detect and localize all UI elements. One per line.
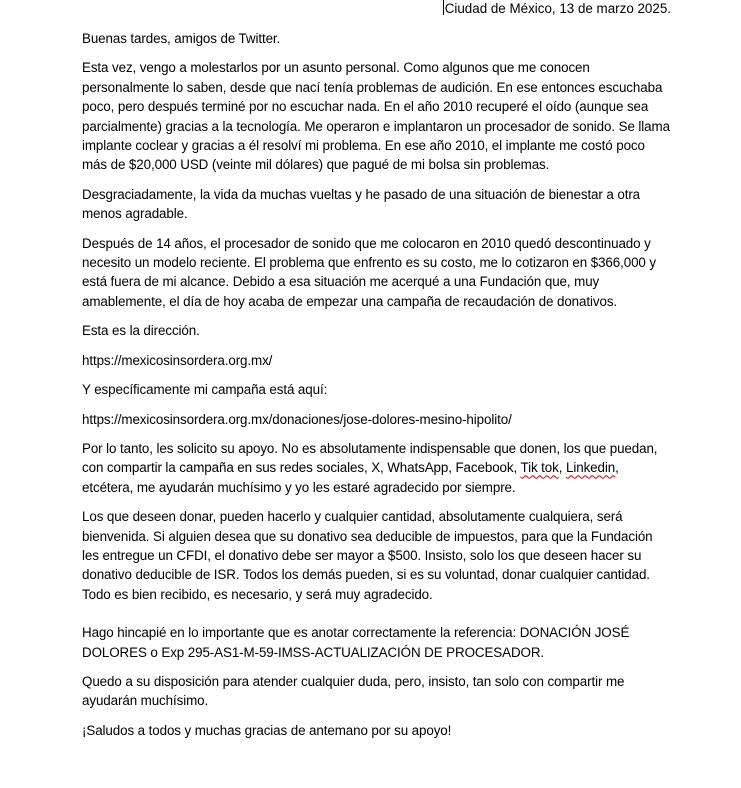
support-text-start: Por lo tanto, les solicito su apoyo. No es absolutamente indispensable que donen, los que puedan, con compartir la campaña en sus redes sociales, X, WhatsApp, Facebook, [82,440,658,476]
support-text-end: , etcétera, me ayudarán muchísimo y yo les estaré agradecido por siempre. [82,460,619,495]
paragraph-hearing-history: Esta vez, vengo a molestarlos por un asunto personal. Como algunos que me conocen personalmente lo saben, desde que nací tenía problemas de audición. En ese entonces escuchaba poco, pero después terminé por no escuchar nada. En el año 2010 recuperé el oído (aunque sea parcialmente) gracias a la tecnología. Me operaron e implantaron un procesador de sonido. Se llama implante coclear y gracias a él resolví mi problema. En ese año 2010, el implante me costó poco más de $20,000 USD (veinte mil dólares) que pagué de mi bolsa sin problemas. [82,60,670,173]
paragraph-support-request [82,439,672,497]
document-body[interactable] [82,29,672,750]
date-text: Ciudad de México, 13 de marzo 2025. [444,1,671,16]
spellcheck-word-linkedin[interactable]: Linkedin [566,460,616,476]
address-intro: Esta es la dirección. [82,323,200,339]
date-line [443,0,671,17]
farewell: ¡Saludos a todos y muchas gracias de antemano por su apoyo! [82,722,452,738]
greeting: Buenas tardes, amigos de Twitter. [82,31,281,46]
campaign-url: https://mexicosinsordera.org.mx/donaciones/jose-dolores-mesino-hipolito/ [82,411,512,427]
paragraph-reference: Hago hincapié en lo importante que es anotar correctamente la referencia: DONACIÓN JOSÉ DOLORES o Exp 295-AS1-M-59-IMSS-ACTUALIZACIÓN DE PROCESADOR. [82,625,630,660]
paragraph-closing: Quedo a su disposición para atender cualquier duda, pero, insisto, tan solo con compartir me ayudarán muchísimo. [82,673,625,709]
support-separator: , [558,460,566,476]
campaign-intro: Y específicamente mi campaña está aquí: [82,382,328,398]
paragraph-processor-cost: Después de 14 años, el procesador de sonido que me colocaron en 2010 quedó descontinuado y necesito un modelo reciente. El problema que enfrento es su costo, me lo cotizaron en $366,000 y está fuera de mi alcance. Debido a esa situación me acerqué a una Fundación que, muy amablemente, el día de hoy acaba de empezar una campaña de recaudación de donativos. [82,235,656,309]
text-cursor [443,0,444,15]
foundation-url: https://mexicosinsordera.org.mx/ [82,352,273,368]
paragraph-situation: Desgraciadamente, la vida da muchas vueltas y he pasado de una situación de bienestar a otra menos agradable. [82,186,641,222]
paragraph-donation-info: Los que deseen donar, pueden hacerlo y cualquier cantidad, absolutamente cualquiera, será bienvenida. Si alguien desea que su donativo sea deducible de impuestos, para que la Fundación les entregue un CFDI, el donativo debe ser mayor a $500. Insisto, solo los que deseen hacer su donativo deducible de ISR. Todos los demás pueden, si es su voluntad, donar cualquier cantidad. Todo es bien recibido, es necesario, y será muy agradecido. [82,509,653,602]
spellcheck-word-tiktok[interactable]: Tik tok [520,460,559,476]
